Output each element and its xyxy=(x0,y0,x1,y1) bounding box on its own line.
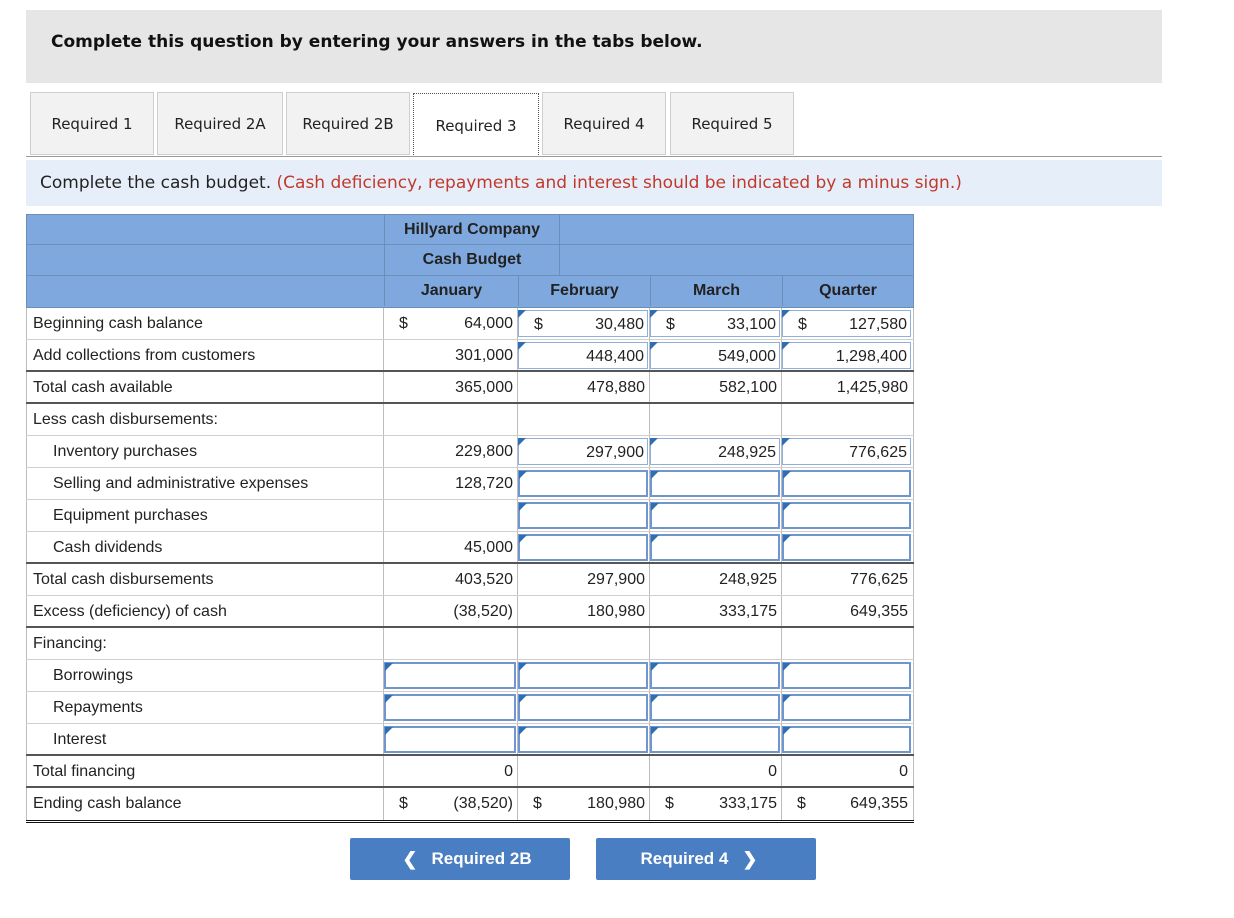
row-label-interest: Interest xyxy=(53,731,107,748)
next-tab-label: Required 4 xyxy=(640,849,729,868)
column-header-march: March xyxy=(650,276,782,306)
row-label-inventory: Inventory purchases xyxy=(53,443,198,460)
instructions-bar xyxy=(26,10,1162,83)
table-row xyxy=(26,308,914,340)
column-header-january: January xyxy=(384,276,518,306)
prev-tab-button[interactable] xyxy=(350,838,570,880)
row-label-sga: Selling and administrative expenses xyxy=(53,475,309,492)
input-dividends-quarter[interactable] xyxy=(782,534,911,561)
input-interest-february[interactable] xyxy=(518,726,648,753)
row-label-borrowings: Borrowings xyxy=(53,667,134,684)
cell-excess-march: 333,175 xyxy=(719,603,777,620)
row-label-equipment: Equipment purchases xyxy=(53,507,208,524)
cell-total-available-january: 365,000 xyxy=(455,379,513,396)
input-repayments-march[interactable] xyxy=(650,694,780,721)
input-borrowings-quarter[interactable] xyxy=(782,662,911,689)
input-repayments-february[interactable] xyxy=(518,694,648,721)
cell-ending-march: $ 333,175 xyxy=(665,795,777,812)
cell-total-disb-quarter: 776,625 xyxy=(850,571,908,588)
prompt-bar xyxy=(26,160,1162,206)
input-equipment-march[interactable] xyxy=(650,502,780,529)
row-label-dividends: Cash dividends xyxy=(53,539,163,556)
input-interest-march[interactable] xyxy=(650,726,780,753)
cell-equipment-january xyxy=(384,502,516,529)
instructions-text: Complete this question by entering your answers in the tabs below. xyxy=(51,32,703,52)
prompt-text xyxy=(40,173,962,193)
cell-total-financing-february xyxy=(518,758,648,785)
input-beginning-march[interactable]: $ 33,100 xyxy=(650,310,780,337)
table-row xyxy=(26,596,914,628)
tab-required-3[interactable]: Required 3 xyxy=(413,93,539,157)
row-label-financing: Financing: xyxy=(33,635,107,652)
prompt-main: Complete the cash budget. xyxy=(40,173,272,193)
cell-dividends-january: 45,000 xyxy=(464,539,513,556)
input-borrowings-january[interactable] xyxy=(384,662,516,689)
input-inventory-february[interactable]: 297,900 xyxy=(518,438,648,465)
input-dividends-march[interactable] xyxy=(650,534,780,561)
input-interest-january[interactable] xyxy=(384,726,516,753)
tab-required-4[interactable]: Required 4 xyxy=(542,92,666,155)
prompt-note: (Cash deficiency, repayments and interest should be indicated by a minus sign.) xyxy=(276,173,962,193)
row-label-total-financing: Total financing xyxy=(33,763,136,780)
input-inventory-quarter[interactable]: 776,625 xyxy=(782,438,911,465)
cell-total-financing-march: 0 xyxy=(768,763,777,780)
company-header-row xyxy=(26,214,914,245)
tab-required-2b[interactable]: Required 2B xyxy=(286,92,410,155)
row-label-less-disbursements: Less cash disbursements: xyxy=(33,411,218,428)
table-row xyxy=(26,436,914,468)
cell-total-available-march: 582,100 xyxy=(719,379,777,396)
table-row xyxy=(26,340,914,372)
input-collections-march[interactable]: 549,000 xyxy=(650,342,780,369)
row-label-beginning-cash: Beginning cash balance xyxy=(33,315,203,332)
input-collections-quarter[interactable]: 1,298,400 xyxy=(782,342,911,369)
cell-total-financing-january: 0 xyxy=(504,763,513,780)
row-label-repayments: Repayments xyxy=(53,699,143,716)
table-row xyxy=(26,564,914,596)
chevron-right-icon: ❯ xyxy=(742,848,758,869)
tab-divider xyxy=(26,156,1162,157)
cell-beginning-january: $ 64,000 xyxy=(399,315,513,332)
input-borrowings-february[interactable] xyxy=(518,662,648,689)
cell-total-disb-january: 403,520 xyxy=(455,571,513,588)
cell-ending-january: $ (38,520) xyxy=(399,795,513,812)
table-row xyxy=(26,500,914,532)
prev-tab-label: Required 2B xyxy=(431,849,532,868)
row-label-collections: Add collections from customers xyxy=(33,347,256,364)
table-row xyxy=(26,532,914,564)
row-label-total-disbursements: Total cash disbursements xyxy=(33,571,214,588)
tab-required-1[interactable]: Required 1 xyxy=(30,92,154,155)
row-label-excess: Excess (deficiency) of cash xyxy=(33,603,227,620)
cell-ending-february: $ 180,980 xyxy=(533,795,645,812)
input-equipment-february[interactable] xyxy=(518,502,648,529)
table-row xyxy=(26,724,914,756)
input-sga-february[interactable] xyxy=(518,470,648,497)
table-row xyxy=(26,660,914,692)
company-name: Hillyard Company xyxy=(384,215,560,245)
input-interest-quarter[interactable] xyxy=(782,726,911,753)
cash-budget-table xyxy=(26,214,914,823)
cell-total-disb-march: 248,925 xyxy=(719,571,777,588)
table-row xyxy=(26,756,914,788)
budget-title: Cash Budget xyxy=(384,245,560,275)
cell-inventory-january: 229,800 xyxy=(455,443,513,460)
input-inventory-march[interactable]: 248,925 xyxy=(650,438,780,465)
input-repayments-january[interactable] xyxy=(384,694,516,721)
table-row xyxy=(26,628,914,660)
input-repayments-quarter[interactable] xyxy=(782,694,911,721)
input-collections-february[interactable]: 448,400 xyxy=(518,342,648,369)
next-tab-button[interactable] xyxy=(596,838,816,880)
row-label-total-available: Total cash available xyxy=(33,379,173,396)
input-sga-quarter[interactable] xyxy=(782,470,911,497)
table-row xyxy=(26,372,914,404)
table-row xyxy=(26,692,914,724)
column-header-quarter: Quarter xyxy=(782,276,913,306)
input-sga-march[interactable] xyxy=(650,470,780,497)
cell-total-disb-february: 297,900 xyxy=(587,571,645,588)
cell-collections-january: 301,000 xyxy=(455,347,513,364)
input-equipment-quarter[interactable] xyxy=(782,502,911,529)
cell-excess-quarter: 649,355 xyxy=(850,603,908,620)
cell-total-available-quarter: 1,425,980 xyxy=(836,379,908,396)
cell-total-available-february: 478,880 xyxy=(587,379,645,396)
title-header-row xyxy=(26,245,914,276)
chevron-left-icon: ❮ xyxy=(402,848,418,869)
cell-sga-january: 128,720 xyxy=(455,475,513,492)
input-beginning-quarter[interactable]: $ 127,580 xyxy=(782,310,911,337)
cell-excess-february: 180,980 xyxy=(587,603,645,620)
tab-required-5[interactable]: Required 5 xyxy=(670,92,794,155)
input-borrowings-march[interactable] xyxy=(650,662,780,689)
table-row xyxy=(26,788,914,823)
cell-ending-quarter: $ 649,355 xyxy=(797,795,908,812)
cell-excess-january: (38,520) xyxy=(453,603,513,620)
input-dividends-february[interactable] xyxy=(518,534,648,561)
column-header-row xyxy=(26,276,914,308)
row-label-ending-cash: Ending cash balance xyxy=(33,795,182,812)
table-row xyxy=(26,468,914,500)
column-header-february: February xyxy=(518,276,650,306)
input-beginning-february[interactable]: $ 30,480 xyxy=(518,310,648,337)
table-row xyxy=(26,404,914,436)
cell-total-financing-quarter: 0 xyxy=(899,763,908,780)
tab-required-2a[interactable]: Required 2A xyxy=(157,92,283,155)
